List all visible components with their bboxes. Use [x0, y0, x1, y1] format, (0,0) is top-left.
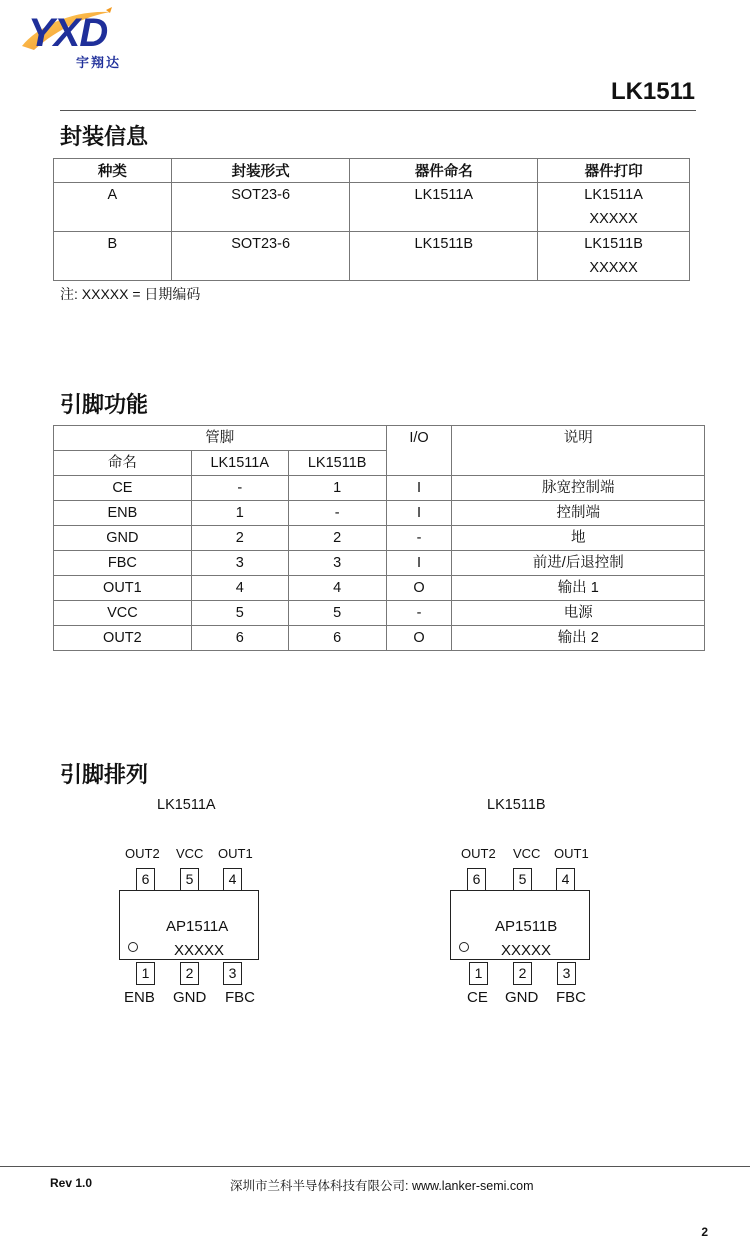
pin-name: VCC: [54, 601, 192, 626]
header-pin: 管脚: [54, 426, 387, 451]
pin-5: 5: [513, 868, 532, 891]
footer-divider: [0, 1166, 750, 1167]
col-kind: 种类: [54, 159, 172, 183]
pin-1: 1: [136, 962, 155, 985]
top-pin-label: OUT2: [125, 846, 160, 861]
logo-mark-icon: [18, 6, 148, 54]
pin-desc: 前进/后退控制: [452, 551, 705, 576]
pkg-marking-line1: LK1511A: [584, 187, 643, 203]
pin-5: 5: [180, 868, 199, 891]
pkg-kind: B: [107, 236, 118, 252]
top-pin-label: OUT1: [218, 846, 253, 861]
pin-name: OUT1: [54, 576, 192, 601]
pin1-marker-icon: [459, 942, 469, 952]
header-io: I/O: [386, 426, 452, 476]
bottom-pin-label: GND: [173, 989, 207, 1006]
top-pin-label: OUT1: [554, 846, 589, 861]
pkg-marking-line2: XXXXX: [589, 211, 638, 227]
subheader-lk1511b: LK1511B: [288, 451, 386, 476]
top-pin-label: VCC: [513, 846, 541, 861]
pin-4: 4: [223, 868, 242, 891]
diagram-label: LK1511A: [157, 797, 216, 813]
pin-b: 2: [288, 526, 386, 551]
table-row: [54, 501, 705, 526]
pin-a: 3: [191, 551, 288, 576]
pin-a: 5: [191, 601, 288, 626]
pin-name: FBC: [54, 551, 192, 576]
table-header-row: [54, 159, 690, 183]
table-row: [54, 183, 690, 232]
company-logo: [18, 6, 148, 68]
bottom-pin-label: ENB: [124, 989, 155, 1006]
pkg-marking-line2: XXXXX: [589, 260, 638, 276]
col-package: 封装形式: [171, 159, 350, 183]
company-info: 深圳市兰科半导体科技有限公司: www.lanker-semi.com: [230, 1179, 534, 1193]
pkg-form: SOT23-6: [231, 187, 291, 203]
pin1-marker-icon: [128, 942, 138, 952]
pin-3: 3: [557, 962, 576, 985]
subheader-lk1511a: LK1511A: [191, 451, 288, 476]
pin-name: GND: [54, 526, 192, 551]
pin-function-section-title: 引脚功能: [60, 392, 149, 417]
table-row: [54, 232, 690, 281]
package-table: [53, 158, 690, 281]
pin-desc: 地: [452, 526, 705, 551]
pin-b: 1: [288, 476, 386, 501]
pin-io: I: [386, 551, 452, 576]
header-divider: [60, 110, 696, 111]
pin-1: 1: [469, 962, 488, 985]
package-section-title: 封装信息: [60, 124, 149, 149]
revision: Rev 1.0: [50, 1176, 93, 1190]
table-row: [54, 476, 705, 501]
pin-a: 1: [191, 501, 288, 526]
pin-name: OUT2: [54, 626, 192, 651]
pin-desc: 脉宽控制端: [452, 476, 705, 501]
pin-desc: 输出 2: [452, 626, 705, 651]
table-row: [54, 601, 705, 626]
pin-io: -: [386, 526, 452, 551]
logo-text: YXD: [28, 11, 108, 54]
bottom-pin-label: FBC: [556, 989, 586, 1006]
pin-a: 2: [191, 526, 288, 551]
pin-b: 5: [288, 601, 386, 626]
top-pin-label: OUT2: [461, 846, 496, 861]
page-number: 2: [701, 1225, 708, 1239]
pin-io: O: [386, 626, 452, 651]
table-row: [54, 576, 705, 601]
table-row: [54, 551, 705, 576]
pin-2: 2: [513, 962, 532, 985]
pin-b: 6: [288, 626, 386, 651]
bottom-pin-label: FBC: [225, 989, 255, 1006]
chip-name: AP1511A: [166, 918, 229, 935]
chip-code: XXXXX: [174, 942, 225, 959]
pin-io: -: [386, 601, 452, 626]
table-header-row: [54, 426, 705, 451]
pkg-device-name: LK1511A: [414, 187, 474, 203]
col-marking: 器件打印: [538, 159, 690, 183]
chip-code: XXXXX: [501, 942, 552, 959]
pkg-kind: A: [107, 187, 118, 203]
top-pin-label: VCC: [176, 846, 204, 861]
pin-arrangement-section-title: 引脚排列: [60, 762, 149, 787]
pin-b: -: [288, 501, 386, 526]
pkg-marking-line1: LK1511B: [584, 236, 643, 252]
header-description: 说明: [452, 426, 705, 476]
pkg-device-name: LK1511B: [414, 236, 474, 252]
pin-4: 4: [556, 868, 575, 891]
pin-desc: 控制端: [452, 501, 705, 526]
pin-io: O: [386, 576, 452, 601]
pin-desc: 电源: [452, 601, 705, 626]
diagram-label: LK1511B: [487, 797, 546, 813]
part-number: LK1511: [610, 78, 695, 105]
package-note: 注: XXXXX = 日期编码: [60, 286, 201, 302]
pin-a: -: [191, 476, 288, 501]
pin-a: 6: [191, 626, 288, 651]
pin-6: 6: [467, 868, 486, 891]
logo-chinese-name: 宇翔达: [76, 55, 122, 70]
pin-3: 3: [223, 962, 242, 985]
pin-b: 4: [288, 576, 386, 601]
chip-name: AP1511B: [495, 918, 558, 935]
col-device-name: 器件命名: [350, 159, 538, 183]
pin-name: ENB: [54, 501, 192, 526]
pin-2: 2: [180, 962, 199, 985]
pin-function-table: [53, 425, 705, 651]
pin-6: 6: [136, 868, 155, 891]
table-row: [54, 526, 705, 551]
pin-desc: 输出 1: [452, 576, 705, 601]
bottom-pin-label: CE: [467, 989, 488, 1006]
pin-b: 3: [288, 551, 386, 576]
subheader-name: 命名: [54, 451, 192, 476]
pkg-form: SOT23-6: [231, 236, 291, 252]
pin-io: I: [386, 476, 452, 501]
table-row: [54, 626, 705, 651]
pin-io: I: [386, 501, 452, 526]
pin-name: CE: [54, 476, 192, 501]
bottom-pin-label: GND: [505, 989, 539, 1006]
pin-a: 4: [191, 576, 288, 601]
